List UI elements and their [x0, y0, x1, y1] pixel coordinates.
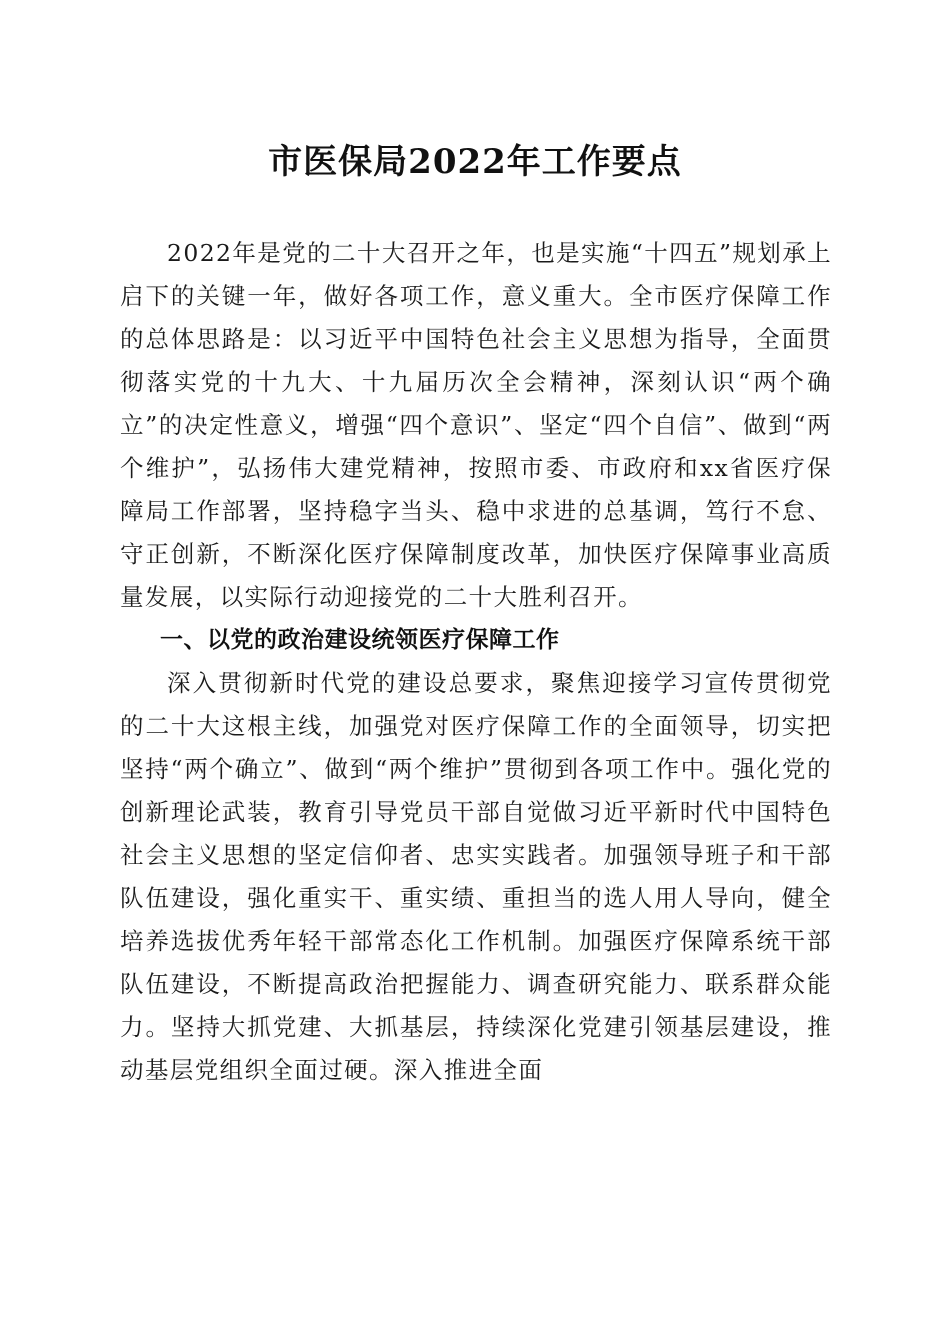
- document-title: 市医保局2022年工作要点: [268, 142, 682, 182]
- intro-paragraph: 2022年是党的二十大召开之年，也是实施“十四五”规划承上启下的关键一年，做好各项工作，意义重大。全市医疗保障工作的总体思路是：以习近平中国特色社会主义思想为指导，全面贯彻落实党的十九大、十九届历次全会精神，深刻认识“两个确立”的决定性意义，增强“四个意识”、坚定“四个自信”、做到“两个维护”，弘扬伟大建党精神，按照市委、市政府和xx省医疗保障局工作部署，坚持稳字当头、稳中求进的总基调，笃行不怠、守正创新，不断深化医疗保障制度改革，加快医疗保障事业高质量发展，以实际行动迎接党的二十大胜利召开。: [120, 239, 832, 611]
- document-body: [120, 232, 832, 1092]
- section-heading-1: 一、以党的政治建设统领医疗保障工作: [160, 627, 560, 653]
- section-1-paragraph: 深入贯彻新时代党的建设总要求，聚焦迎接学习宣传贯彻党的二十大这根主线，加强党对医疗保障工作的全面领导，切实把坚持“两个确立”、做到“两个维护”贯彻到各项工作中。强化党的创新理论武装，教育引导党员干部自觉做习近平新时代中国特色社会主义思想的坚定信仰者、忠实实践者。加强领导班子和干部队伍建设，强化重实干、重实绩、重担当的选人用人导向，健全培养选拔优秀年轻干部常态化工作机制。加强医疗保障系统干部队伍建设，不断提高政治把握能力、调查研究能力、联系群众能力。坚持大抓党建、大抓基层，持续深化党建引领基层建设，推动基层党组织全面过硬。深入推进全面: [120, 669, 832, 1084]
